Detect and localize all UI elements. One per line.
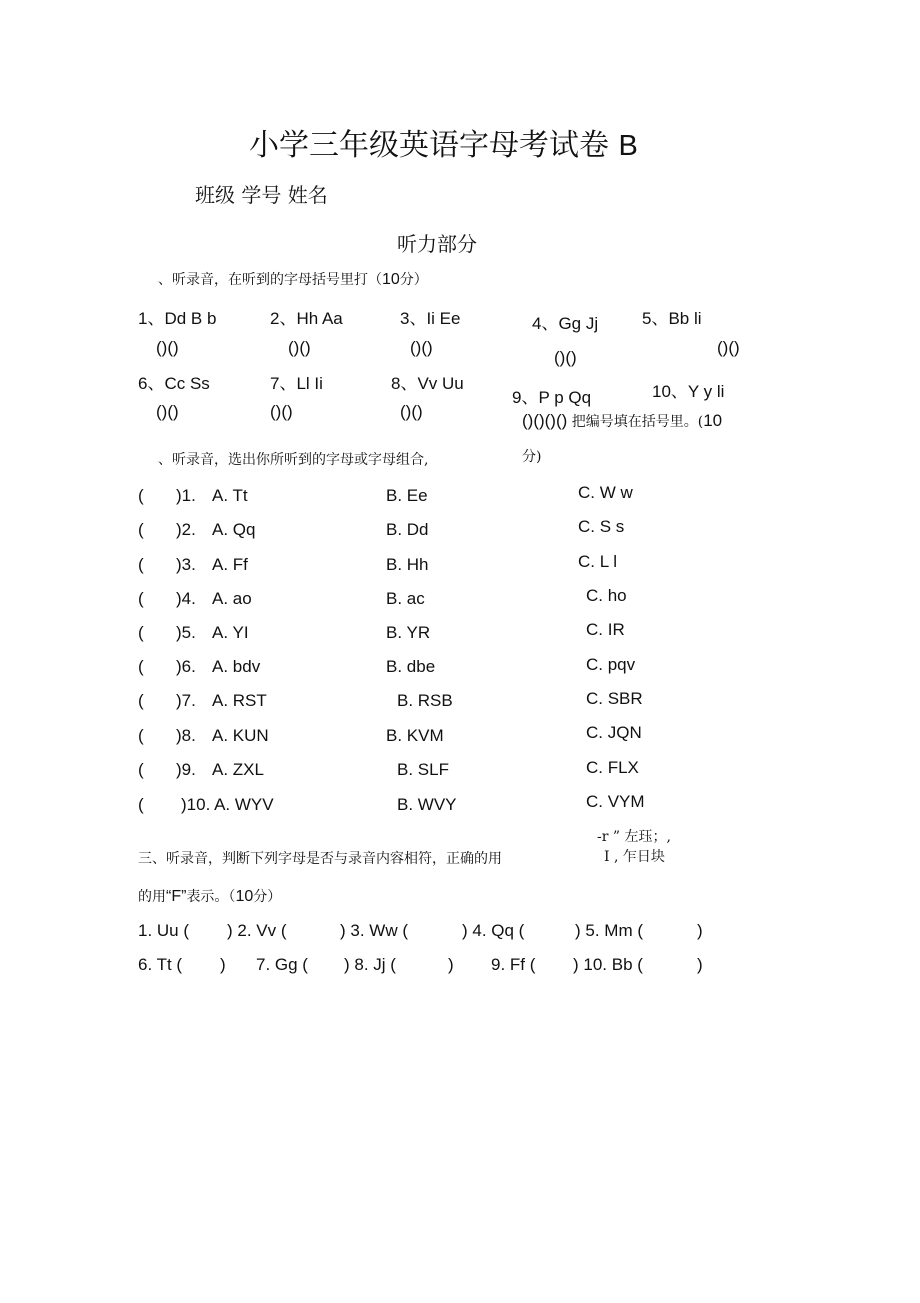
answer-blank[interactable]: ()() bbox=[156, 338, 179, 357]
judge-item[interactable]: ) 10. Bb ( bbox=[573, 955, 643, 974]
exam-title bbox=[249, 120, 638, 164]
part1-item: 4、Gg Jj bbox=[532, 314, 599, 333]
answer-blank[interactable]: ()() bbox=[410, 338, 433, 357]
question-number: )10. A. WYV bbox=[181, 795, 274, 814]
fill-note: 把编号填在括号里。( bbox=[571, 414, 704, 430]
part1-points: 10 bbox=[382, 271, 400, 288]
answer-blank[interactable]: ()() bbox=[270, 402, 293, 421]
garbled-text: -r ” 左珏；, bbox=[597, 829, 671, 845]
part1-points-unit: 分） bbox=[399, 272, 428, 288]
option-a: A. YI bbox=[212, 623, 249, 642]
option-c: C. pqv bbox=[586, 655, 636, 674]
option-a: A. KUN bbox=[212, 726, 269, 745]
open-paren[interactable]: ( bbox=[138, 486, 144, 505]
answer-blank[interactable]: ()() bbox=[717, 338, 740, 357]
option-b: B. SLF bbox=[397, 760, 449, 779]
question-number: )8. bbox=[176, 726, 196, 745]
open-paren[interactable]: ( bbox=[138, 691, 144, 710]
part1-item: 7、Ll Ii bbox=[270, 374, 323, 393]
part1-item: 3、Ii Ee bbox=[400, 309, 461, 328]
option-a: A. RST bbox=[212, 691, 267, 710]
judge-item[interactable]: ) 4. Qq ( bbox=[462, 921, 525, 940]
judge-item[interactable]: ) bbox=[697, 921, 703, 940]
option-b: B. YR bbox=[386, 623, 431, 642]
option-c: C. L l bbox=[578, 552, 618, 571]
question-number: )7. bbox=[176, 691, 196, 710]
answer-blank[interactable]: ()() bbox=[288, 338, 311, 357]
judge-item[interactable]: ) 3. Ww ( bbox=[340, 921, 408, 940]
question-number: )1. bbox=[176, 486, 196, 505]
option-b: B. dbe bbox=[386, 657, 436, 676]
judge-item[interactable]: ) 8. Jj ( bbox=[344, 955, 396, 974]
open-paren[interactable]: ( bbox=[138, 555, 144, 574]
f-mark: “F” bbox=[166, 888, 187, 905]
fill-points-unit: 分) bbox=[522, 449, 542, 465]
judge-item[interactable]: 6. Tt ( bbox=[138, 955, 183, 974]
judge-item[interactable]: ) bbox=[448, 955, 454, 974]
judge-item[interactable]: 1. Uu ( bbox=[138, 921, 190, 940]
judge-item[interactable]: ) bbox=[697, 955, 703, 974]
question-number: )5. bbox=[176, 623, 196, 642]
option-c: C. IR bbox=[586, 620, 625, 639]
open-paren[interactable]: ( bbox=[138, 623, 144, 642]
open-paren[interactable]: ( bbox=[138, 795, 144, 814]
open-paren[interactable]: ( bbox=[138, 657, 144, 676]
title-text: 小学三年级英语字母考试卷 bbox=[249, 128, 609, 163]
option-b: B. WVY bbox=[397, 795, 457, 814]
judge-item[interactable]: ) 2. Vv ( bbox=[227, 921, 287, 940]
part1-item: 1、Dd B b bbox=[138, 309, 217, 328]
option-c: C. FLX bbox=[586, 758, 639, 777]
part1-item: 8、Vv Uu bbox=[391, 374, 464, 393]
option-a: A. Tt bbox=[212, 486, 248, 505]
section-heading: 听力部分 bbox=[397, 232, 477, 256]
question-number: )3. bbox=[176, 555, 196, 574]
judge-item[interactable]: 7. Gg ( bbox=[256, 955, 308, 974]
option-b: B. RSB bbox=[397, 691, 453, 710]
answer-blank[interactable]: ()() bbox=[400, 402, 423, 421]
question-number: )4. bbox=[176, 589, 196, 608]
judge-item[interactable]: ) 5. Mm ( bbox=[575, 921, 643, 940]
open-paren[interactable]: ( bbox=[138, 726, 144, 745]
option-b: B. Ee bbox=[386, 486, 428, 505]
answer-blank[interactable]: ()()()() bbox=[522, 411, 568, 430]
fill-points: 10 bbox=[703, 411, 723, 430]
combined-blank-line bbox=[522, 411, 722, 431]
option-a: A. bdv bbox=[212, 657, 261, 676]
option-c: C. VYM bbox=[586, 792, 645, 811]
part3-points-unit: 分） bbox=[253, 889, 282, 905]
open-paren[interactable]: ( bbox=[138, 589, 144, 608]
option-b: B. ac bbox=[386, 589, 425, 608]
open-paren[interactable]: ( bbox=[138, 520, 144, 539]
question-number: )2. bbox=[176, 520, 196, 539]
option-a: A. Ff bbox=[212, 555, 248, 574]
option-b: B. Hh bbox=[386, 555, 429, 574]
part2-instruction: 、听录音，选出你所听到的字母或字母组合, bbox=[158, 452, 429, 468]
title-suffix: B bbox=[618, 130, 638, 162]
judge-item[interactable]: ) bbox=[220, 955, 226, 974]
open-paren[interactable]: ( bbox=[138, 760, 144, 779]
option-b: B. KVM bbox=[386, 726, 444, 745]
answer-blank[interactable]: ()() bbox=[554, 348, 577, 367]
part1-item: 5、Bb li bbox=[642, 309, 702, 328]
option-a: A. ZXL bbox=[212, 760, 264, 779]
garbled-text: I , 乍日块 bbox=[604, 849, 665, 865]
option-c: C. SBR bbox=[586, 689, 643, 708]
option-a: A. ao bbox=[212, 589, 252, 608]
question-number: )6. bbox=[176, 657, 196, 676]
part3-instruction-second-line bbox=[138, 886, 281, 906]
part3-points: 10 bbox=[235, 888, 254, 905]
part1-item: 6、Cc Ss bbox=[138, 374, 210, 393]
part1-item: 9、P p Qq bbox=[512, 388, 592, 407]
option-a: A. Qq bbox=[212, 520, 256, 539]
option-c: C. ho bbox=[586, 586, 627, 605]
text: 表示。（ bbox=[186, 889, 236, 905]
student-info-line: 班级 学号 姓名 bbox=[195, 183, 328, 207]
part1-item: 10、Y y li bbox=[652, 382, 725, 401]
part1-item: 2、Hh Aa bbox=[270, 309, 343, 328]
text: 的用 bbox=[138, 889, 166, 905]
judge-item[interactable]: 9. Ff ( bbox=[491, 955, 536, 974]
option-c: C. JQN bbox=[586, 723, 642, 742]
option-b: B. Dd bbox=[386, 520, 429, 539]
answer-blank[interactable]: ()() bbox=[156, 402, 179, 421]
option-c: C. W w bbox=[578, 483, 633, 502]
option-c: C. S s bbox=[578, 517, 625, 536]
part1-instruction bbox=[158, 269, 428, 289]
question-number: )9. bbox=[176, 760, 196, 779]
part1-instruction-text: 、听录音，在听到的字母括号里打（ bbox=[158, 272, 382, 288]
part3-instruction: 三、听录音，判断下列字母是否与录音内容相符，正确的用 bbox=[138, 851, 502, 867]
